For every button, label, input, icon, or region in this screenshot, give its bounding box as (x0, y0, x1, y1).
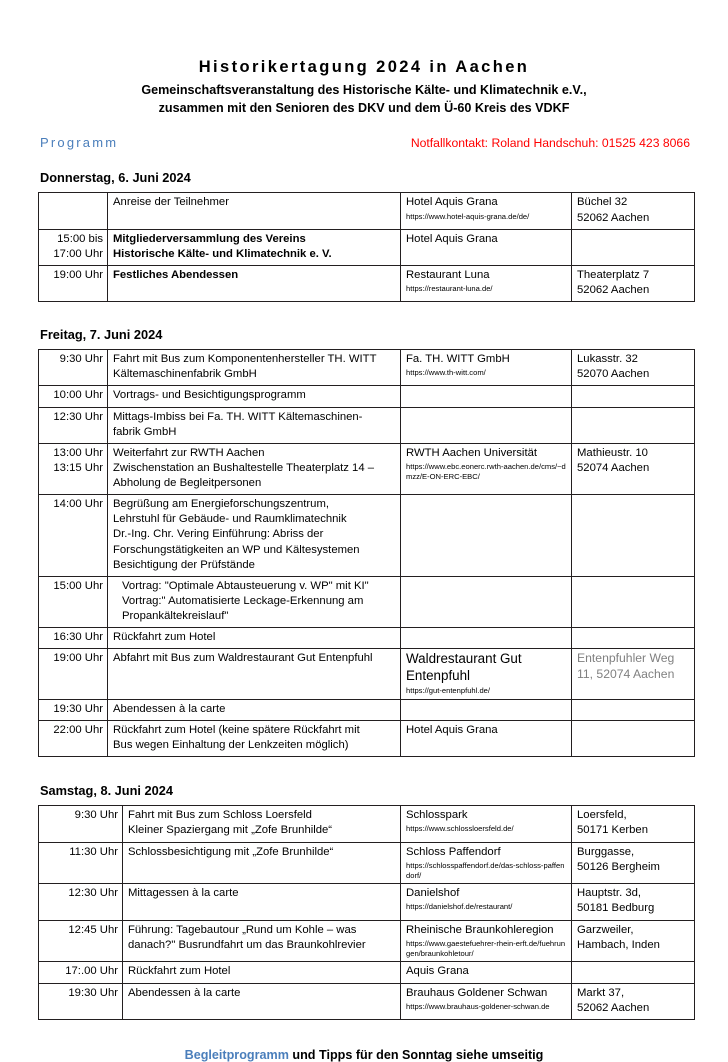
venue-name: Hotel Aquis Grana (406, 724, 498, 737)
cell-time (39, 193, 108, 229)
table-row (39, 842, 695, 884)
cell-venue (401, 576, 572, 627)
page-title: Historikertagung 2024 in Aachen (198, 58, 530, 76)
cell-time: 10:00 Uhr (39, 386, 108, 407)
day-section-thursday (36, 170, 692, 302)
table-row (39, 386, 695, 407)
address-line-1: Markt 37, (577, 986, 625, 999)
cell-venue (401, 884, 572, 920)
activity-line-3: Dr.-Ing. Chr. Vering Einführung: Abriss der (113, 528, 324, 541)
day-section-saturday (36, 783, 692, 1020)
venue-url[interactable]: https://www.gaestefuehrer-rhein-erft.de/fuehrungen/braunkohletour/ (406, 938, 566, 958)
cell-venue (401, 495, 572, 577)
cell-address (572, 649, 695, 700)
cell-venue (401, 842, 572, 884)
cell-venue (401, 962, 572, 983)
address-line-1: Lukasstr. 32 (577, 353, 638, 366)
address-line-1: Theaterplatz 7 (577, 268, 650, 281)
venue-url[interactable]: https://gut-entenpfuhl.de/ (406, 686, 491, 696)
activity-line-2: fabrik GmbH (113, 425, 177, 438)
activity-line-2: Vortrag:" Automatisierte Leckage-Erkennung am (122, 594, 364, 607)
cell-activity: Vortrags- und Besichtigungsprogramm (108, 386, 401, 407)
cell-address (572, 443, 695, 494)
activity-line-2: Historische Kälte- und Klimatechnik e. V. (113, 247, 332, 260)
venue-name: Restaurant Luna (406, 268, 490, 281)
address-line-2: 50126 Bergheim (577, 860, 660, 873)
footer-note (36, 1048, 692, 1062)
cell-address (572, 721, 695, 757)
schedule-table-thursday (38, 192, 695, 302)
activity-line-1: Mitgliederversammlung des Vereins (113, 232, 306, 245)
cell-activity (108, 443, 401, 494)
cell-activity: Mittagessen à la carte (123, 884, 401, 920)
cell-time: 19:00 Uhr (39, 649, 108, 700)
venue-url[interactable]: https://restaurant-luna.de/ (406, 284, 493, 293)
cell-venue (401, 920, 572, 962)
table-row (39, 576, 695, 627)
emergency-contact: Notfallkontakt: Roland Handschuh: 01525 423 8066 (410, 136, 690, 151)
table-row (39, 193, 695, 229)
schedule-table-saturday (38, 805, 695, 1020)
cell-time (39, 229, 108, 265)
cell-address (572, 407, 695, 443)
cell-address (572, 842, 695, 884)
cell-activity: Abfahrt mit Bus zum Waldrestaurant Gut Entenpfuhl (108, 649, 401, 700)
table-row (39, 407, 695, 443)
activity-line-1: Vortrag: "Optimale Abtausteuerung v. WP" mit KI" (122, 579, 369, 592)
activity-line-2: Kleiner Spaziergang mit „Zofe Brunhilde“ (128, 824, 333, 837)
address-line-1: Loersfeld, (577, 809, 627, 822)
address-line-1: Hauptstr. 3d, (577, 887, 642, 900)
table-row (39, 229, 695, 265)
schedule-table-friday (38, 349, 695, 757)
venue-url[interactable]: https://www.ebc.eonerc.rwth-aachen.de/cms/~dmzz/E-ON-ERC-EBC/ (406, 461, 566, 481)
venue-name: Fa. TH. WITT GmbH (406, 353, 510, 366)
cell-address (572, 884, 695, 920)
cell-venue (401, 628, 572, 649)
cell-activity (108, 576, 401, 627)
venue-url[interactable]: https://www.schlossloersfeld.de/ (406, 824, 514, 834)
cell-address (572, 699, 695, 720)
cell-address (572, 350, 695, 386)
venue-name: RWTH Aachen Universität (406, 446, 538, 459)
cell-activity: Abendessen à la carte (123, 983, 401, 1019)
venue-name: Hotel Aquis Grana (406, 232, 498, 245)
cell-time: 12:30 Uhr (39, 884, 123, 920)
footer-rest: und Tipps für den Sonntag siehe umseitig (288, 1047, 544, 1062)
address-line-2: 50171 Kerben (577, 824, 648, 837)
activity-line-5: Besichtigung der Prüfstände (113, 558, 255, 571)
address-line-1: Garzweiler, (577, 923, 634, 936)
venue-name: Aquis Grana (406, 965, 469, 978)
address-line-2: 11, 52074 Aachen (577, 667, 675, 682)
table-row (39, 649, 695, 700)
table-row (39, 628, 695, 649)
cell-activity: Rückfahrt zum Hotel (123, 962, 401, 983)
table-row (39, 443, 695, 494)
table-row (39, 495, 695, 577)
cell-time: 19:00 Uhr (39, 265, 108, 301)
cell-activity: Abendessen à la carte (108, 699, 401, 720)
meta-row (36, 135, 692, 150)
activity-line-1: Fahrt mit Bus zum Komponentenhersteller TH. WITT (113, 353, 377, 366)
cell-address (572, 576, 695, 627)
activity-line-2: danach?" Busrundfahrt um das Braunkohlrevier (128, 938, 366, 951)
address-line-1: Büchel 32 (577, 196, 628, 209)
activity-line-3: Propankältekreislauf" (122, 610, 229, 622)
time-line-1: 15:00 bis (57, 232, 103, 245)
activity-line-2: Bus wegen Einhaltung der Lenkzeiten möglich) (113, 739, 349, 752)
cell-venue (401, 193, 572, 229)
cell-time: 19:30 Uhr (39, 699, 108, 720)
cell-address (572, 962, 695, 983)
venue-name-line-1: Waldrestaurant Gut (406, 651, 522, 667)
cell-time: 12:30 Uhr (39, 407, 108, 443)
cell-time: 17:.00 Uhr (39, 962, 123, 983)
venue-name: Danielshof (406, 887, 460, 900)
table-row (39, 962, 695, 983)
address-line-2: 52070 Aachen (577, 368, 650, 381)
cell-time: 19:30 Uhr (39, 983, 123, 1019)
table-row (39, 699, 695, 720)
activity-line-1: Weiterfahrt zur RWTH Aachen (113, 446, 265, 459)
table-row (39, 350, 695, 386)
activity-line-2: Kältemaschinenfabrik GmbH (113, 368, 257, 381)
cell-venue (401, 983, 572, 1019)
cell-activity: Festliches Abendessen (108, 265, 401, 301)
programm-label: Programm (40, 135, 119, 151)
venue-url[interactable]: https://www.hotel-aquis-grana.de/de/ (406, 211, 530, 221)
table-row (39, 920, 695, 962)
address-line-2: 50181 Bedburg (577, 902, 655, 915)
cell-venue (401, 350, 572, 386)
address-line-2: 52062 Aachen (577, 284, 650, 296)
cell-activity: Rückfahrt zum Hotel (108, 628, 401, 649)
cell-time: 11:30 Uhr (39, 842, 123, 884)
cell-address (572, 265, 695, 301)
time-line-2: 13:15 Uhr (53, 461, 103, 474)
address-line-2: 52062 Aachen (577, 211, 650, 224)
table-row (39, 983, 695, 1019)
cell-time: 16:30 Uhr (39, 628, 108, 649)
venue-url[interactable]: https://schlosspaffendorf.de/das-schloss-paffendorf/ (406, 860, 565, 880)
cell-address (572, 806, 695, 842)
cell-time: 9:30 Uhr (39, 806, 123, 842)
venue-name: Brauhaus Goldener Schwan (406, 986, 548, 999)
venue-name: Schloss Paffendorf (406, 845, 501, 858)
table-row (39, 884, 695, 920)
cell-address (572, 920, 695, 962)
venue-name-line-2: Entenpfuhl (406, 668, 471, 684)
cell-venue (401, 699, 572, 720)
activity-line-1: Fahrt mit Bus zum Schloss Loersfeld (128, 809, 312, 822)
venue-name: Rheinische Braunkohleregion (406, 923, 554, 936)
activity-line-2: Zwischenstation an Bushaltestelle Theaterplatz 14 – (113, 461, 375, 474)
document-header (36, 0, 692, 117)
cell-venue (401, 806, 572, 842)
activity-line-1: Führung: Tagebautour „Rund um Kohle – was (128, 923, 357, 936)
venue-url[interactable]: https://www.brauhaus-goldener-schwan.de (406, 1001, 550, 1011)
cell-venue (401, 265, 572, 301)
address-line-2: Hambach, Inden (577, 938, 660, 951)
cell-time: 12:45 Uhr (39, 920, 123, 962)
cell-address (572, 495, 695, 577)
activity-line-4: Forschungstätigkeiten an WP und Kältesystemen (113, 543, 360, 556)
activity-line-2: Lehrstuhl für Gebäude- und Raumklimatechnik (113, 513, 347, 526)
cell-time (39, 443, 108, 494)
activity-line-3: Abholung de Begleitpersonen (113, 477, 262, 489)
cell-time: 9:30 Uhr (39, 350, 108, 386)
cell-address (572, 193, 695, 229)
cell-activity: Anreise der Teilnehmer (108, 193, 401, 229)
address-line-1: Entenpfuhler Weg (577, 651, 675, 666)
cell-activity (108, 721, 401, 757)
cell-venue (401, 229, 572, 265)
cell-address (572, 983, 695, 1019)
venue-name: Hotel Aquis Grana (406, 196, 498, 209)
footer-lead: Begleitprogramm (184, 1047, 289, 1062)
cell-activity: Schlossbesichtigung mit „Zofe Brunhilde“ (123, 842, 401, 884)
venue-url[interactable]: https://danielshof.de/restaurant/ (406, 902, 513, 912)
cell-activity (123, 806, 401, 842)
cell-time: 15:00 Uhr (39, 576, 108, 627)
cell-address (572, 229, 695, 265)
cell-time: 22:00 Uhr (39, 721, 108, 757)
subtitle-line-1: Gemeinschaftsveranstaltung des Historische Kälte- und Klimatechnik e.V., (141, 82, 587, 97)
activity-line-1: Begrüßung am Energieforschungszentrum, (113, 498, 330, 511)
venue-url[interactable]: https://www.th-witt.com/ (406, 368, 486, 378)
address-line-1: Mathieustr. 10 (577, 446, 648, 459)
cell-activity (108, 495, 401, 577)
activity-line-1: Rückfahrt zum Hotel (keine spätere Rückfahrt mit (113, 724, 360, 737)
day-heading-friday: Freitag, 7. Juni 2024 (40, 327, 163, 343)
activity-line-1: Mittags-Imbiss bei Fa. TH. WITT Kältemaschinen- (113, 410, 363, 423)
cell-time: 14:00 Uhr (39, 495, 108, 577)
cell-venue (401, 407, 572, 443)
cell-venue (401, 721, 572, 757)
cell-activity (108, 407, 401, 443)
day-heading-saturday: Samstag, 8. Juni 2024 (40, 783, 174, 799)
address-line-2: 52074 Aachen (577, 461, 650, 474)
subtitle-line-2: zusammen mit den Senioren des DKV und dem Ü-60 Kreis des VDKF (158, 100, 570, 115)
cell-activity (123, 920, 401, 962)
cell-address (572, 628, 695, 649)
time-line-2: 17:00 Uhr (53, 247, 103, 260)
table-row (39, 265, 695, 301)
table-row (39, 806, 695, 842)
day-section-friday (36, 327, 692, 757)
cell-address (572, 386, 695, 407)
time-line-1: 13:00 Uhr (53, 446, 103, 459)
cell-activity (108, 229, 401, 265)
venue-name: Schlosspark (406, 809, 468, 822)
cell-activity (108, 350, 401, 386)
address-line-2: 52062 Aachen (577, 1001, 650, 1014)
cell-venue (401, 443, 572, 494)
cell-venue (401, 386, 572, 407)
cell-venue (401, 649, 572, 700)
address-line-1: Burggasse, (577, 845, 635, 858)
table-row (39, 721, 695, 757)
day-heading-thursday: Donnerstag, 6. Juni 2024 (40, 170, 191, 186)
